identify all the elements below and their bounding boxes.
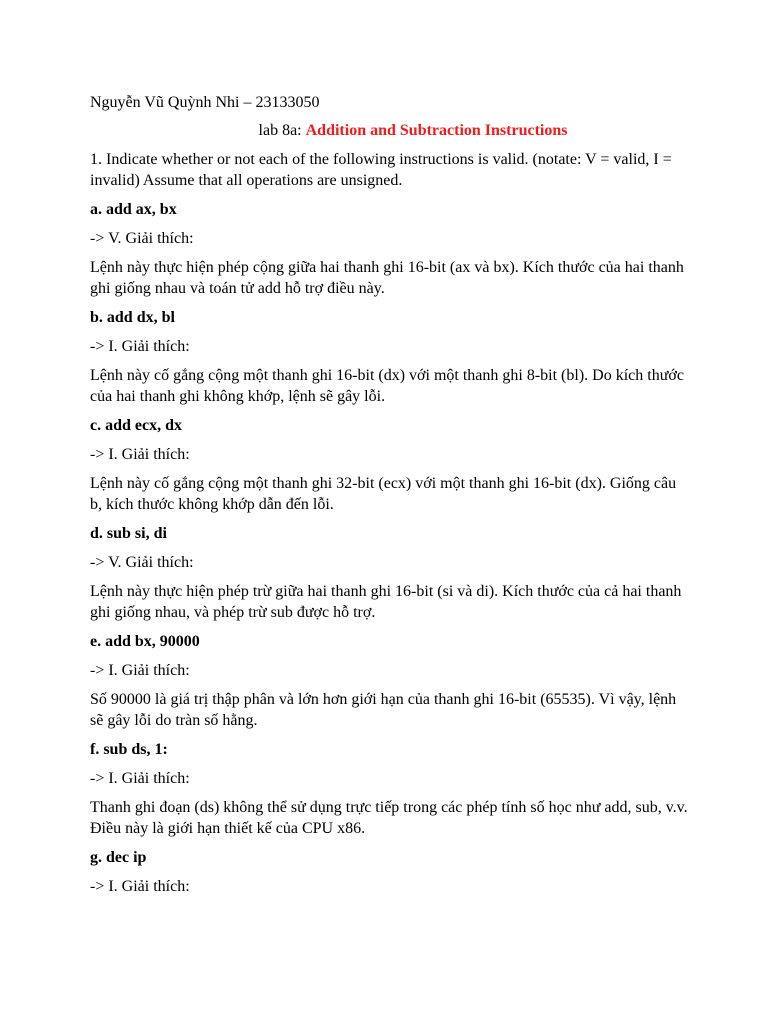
question-explanation: Thanh ghi đoạn (ds) không thể sử dụng trực tiếp trong các phép tính số học như add, sub, v.v. Điều này là giới hạn thiết kế của CPU x86.	[90, 799, 688, 837]
question-intro: 1. Indicate whether or not each of the following instructions is valid. (notate: V = valid, I = invalid) Assume that all operations are unsigned.	[90, 151, 672, 189]
question-result: -> I. Giải thích:	[90, 878, 190, 895]
question-heading: a. add ax, bx	[90, 201, 177, 218]
question-g	[90, 847, 690, 897]
question-result: -> I. Giải thích:	[90, 662, 190, 679]
question-e	[90, 631, 690, 731]
question-result: -> V. Giải thích:	[90, 554, 194, 571]
question-result: -> I. Giải thích:	[90, 446, 190, 463]
question-c	[90, 415, 690, 515]
document-page	[90, 92, 690, 905]
question-result: -> V. Giải thích:	[90, 230, 194, 247]
question-result: -> I. Giải thích:	[90, 770, 190, 787]
question-explanation: Lệnh này thực hiện phép trừ giữa hai thanh ghi 16-bit (si và di). Kích thước của cả hai thanh ghi giống nhau, và phép trừ sub được hỗ trợ.	[90, 583, 682, 621]
question-heading: f. sub ds, 1:	[90, 741, 168, 758]
lab-title-prefix: lab 8a:	[258, 122, 302, 139]
question-b	[90, 307, 690, 407]
question-heading: g. dec ip	[90, 849, 147, 866]
question-heading: e. add bx, 90000	[90, 633, 200, 650]
question-explanation: Lệnh này cố gắng cộng một thanh ghi 16-bit (dx) với một thanh ghi 8-bit (bl). Do kích thước của hai thanh ghi không khớp, lệnh sẽ gây lỗi.	[90, 367, 684, 405]
question-heading: c. add ecx, dx	[90, 417, 182, 434]
question-result: -> I. Giải thích:	[90, 338, 190, 355]
question-explanation: Lệnh này thực hiện phép cộng giữa hai thanh ghi 16-bit (ax và bx). Kích thước của hai thanh ghi giống nhau và toán tử add hỗ trợ điều này.	[90, 259, 684, 297]
question-f	[90, 739, 690, 839]
question-explanation: Lệnh này cố gắng cộng một thanh ghi 32-bit (ecx) với một thanh ghi 16-bit (dx). Giống câu b, kích thước không khớp dẫn đến lỗi.	[90, 475, 677, 513]
question-heading: d. sub si, di	[90, 525, 167, 542]
author-line: Nguyễn Vũ Quỳnh Nhi – 23133050	[90, 94, 320, 111]
lab-title	[90, 120, 690, 141]
question-explanation: Số 90000 là giá trị thập phân và lớn hơn giới hạn của thanh ghi 16-bit (65535). Vì vậy, lệnh sẽ gây lỗi do tràn số hằng.	[90, 691, 677, 729]
question-a	[90, 199, 690, 299]
question-heading: b. add dx, bl	[90, 309, 175, 326]
lab-title-main: Addition and Subtraction Instructions	[305, 122, 568, 139]
question-d	[90, 523, 690, 623]
